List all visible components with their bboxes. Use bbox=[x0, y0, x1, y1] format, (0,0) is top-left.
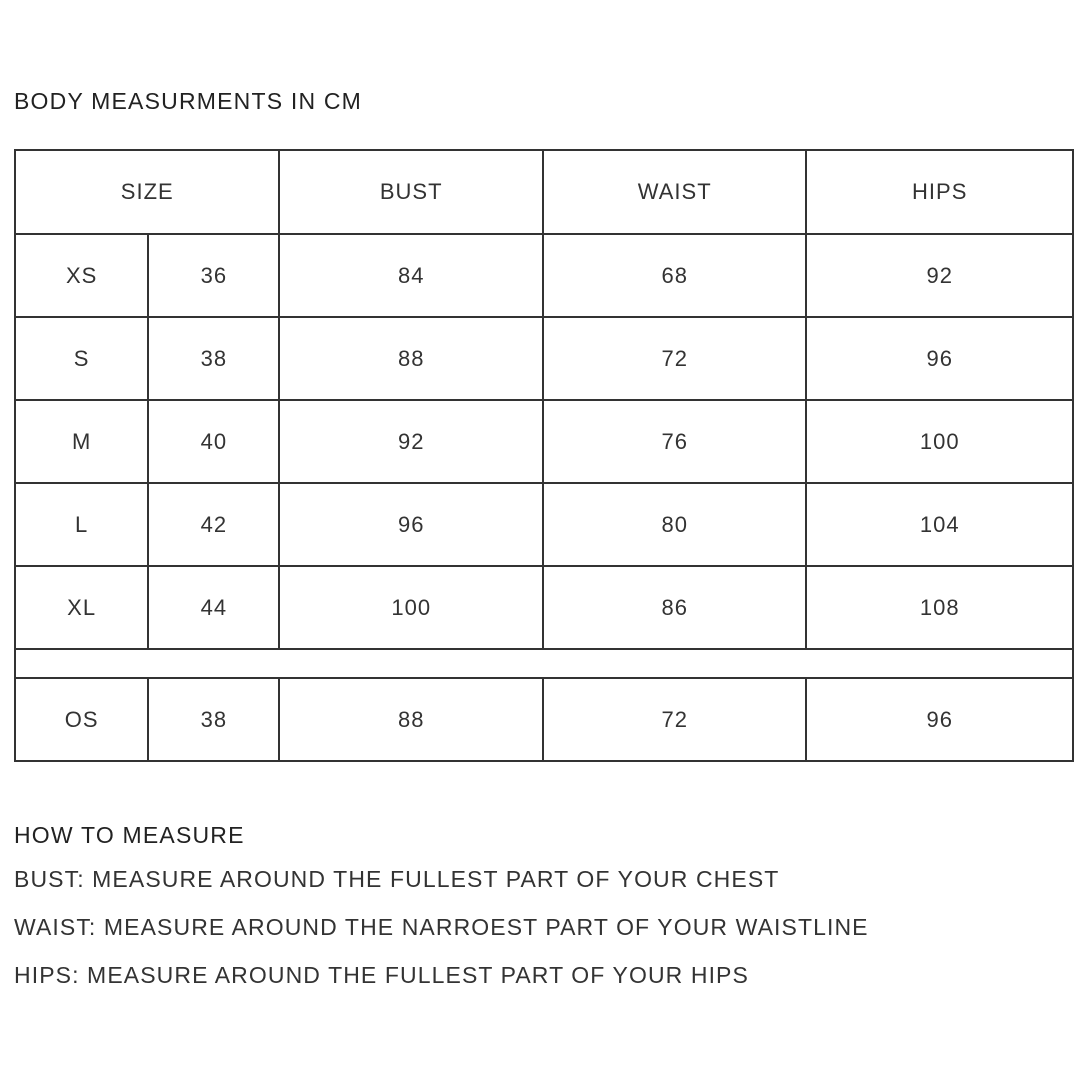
table-header-row bbox=[15, 150, 1073, 234]
measure-instruction-waist: WAIST: MEASURE AROUND THE NARROEST PART OF YOUR WAISTLINE bbox=[14, 914, 869, 940]
cell-bust: 88 bbox=[279, 317, 542, 400]
cell-size: M bbox=[15, 400, 148, 483]
cell-bust: 100 bbox=[279, 566, 542, 649]
cell-eu-size: 40 bbox=[148, 400, 279, 483]
table-row bbox=[15, 483, 1073, 566]
table-spacer-row bbox=[15, 649, 1073, 678]
cell-size: OS bbox=[15, 678, 148, 761]
cell-size: S bbox=[15, 317, 148, 400]
cell-size: XL bbox=[15, 566, 148, 649]
cell-eu-size: 44 bbox=[148, 566, 279, 649]
cell-size: XS bbox=[15, 234, 148, 317]
cell-waist: 68 bbox=[543, 234, 806, 317]
cell-size: L bbox=[15, 483, 148, 566]
page-title: BODY MEASURMENTS IN CM bbox=[14, 88, 363, 114]
cell-hips: 104 bbox=[806, 483, 1073, 566]
cell-bust: 88 bbox=[279, 678, 542, 761]
table-row bbox=[15, 234, 1073, 317]
spacer-cell bbox=[15, 649, 1073, 678]
cell-bust: 96 bbox=[279, 483, 542, 566]
cell-waist: 80 bbox=[543, 483, 806, 566]
table-row bbox=[15, 400, 1073, 483]
table-row-os bbox=[15, 678, 1073, 761]
cell-hips: 96 bbox=[806, 317, 1073, 400]
measure-instruction-bust: BUST: MEASURE AROUND THE FULLEST PART OF YOUR CHEST bbox=[14, 866, 780, 892]
cell-hips: 96 bbox=[806, 678, 1073, 761]
header-waist: WAIST bbox=[543, 150, 806, 234]
table-row bbox=[15, 317, 1073, 400]
cell-eu-size: 42 bbox=[148, 483, 279, 566]
cell-bust: 84 bbox=[279, 234, 542, 317]
header-size: SIZE bbox=[15, 150, 279, 234]
how-to-measure-section bbox=[14, 822, 869, 1008]
cell-hips: 100 bbox=[806, 400, 1073, 483]
cell-waist: 72 bbox=[543, 317, 806, 400]
cell-waist: 76 bbox=[543, 400, 806, 483]
table-row bbox=[15, 566, 1073, 649]
cell-hips: 108 bbox=[806, 566, 1073, 649]
how-to-measure-heading: HOW TO MEASURE bbox=[14, 822, 245, 848]
cell-waist: 86 bbox=[543, 566, 806, 649]
cell-eu-size: 38 bbox=[148, 678, 279, 761]
measure-instruction-hips: HIPS: MEASURE AROUND THE FULLEST PART OF YOUR HIPS bbox=[14, 962, 749, 988]
header-hips: HIPS bbox=[806, 150, 1073, 234]
cell-bust: 92 bbox=[279, 400, 542, 483]
cell-eu-size: 36 bbox=[148, 234, 279, 317]
cell-waist: 72 bbox=[543, 678, 806, 761]
size-chart-table bbox=[14, 149, 1074, 762]
cell-eu-size: 38 bbox=[148, 317, 279, 400]
header-bust: BUST bbox=[279, 150, 542, 234]
cell-hips: 92 bbox=[806, 234, 1073, 317]
